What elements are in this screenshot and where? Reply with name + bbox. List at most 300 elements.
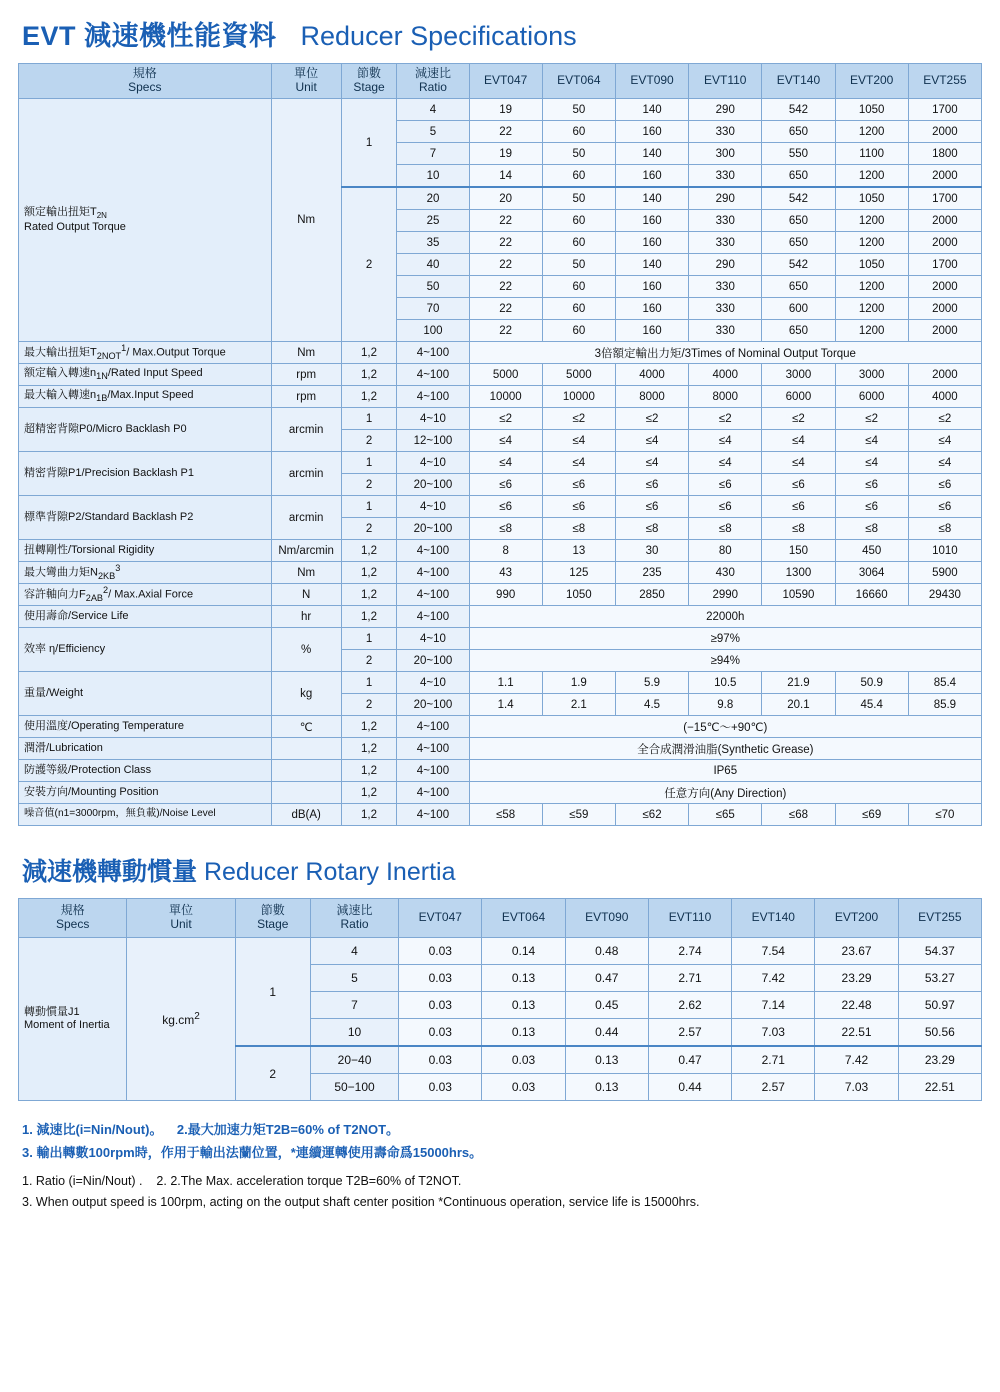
cell-value: 0.03 bbox=[482, 1046, 565, 1074]
cell-value: 990 bbox=[469, 584, 542, 606]
cell-value: 6000 bbox=[762, 386, 835, 408]
cell-value: 0.03 bbox=[399, 1074, 482, 1101]
inertia-header-row bbox=[19, 899, 982, 938]
cell-value: 150 bbox=[762, 540, 835, 562]
cell-value: 2000 bbox=[908, 165, 981, 188]
cell-value: 0.13 bbox=[482, 992, 565, 1019]
row-ratio: 20~100 bbox=[397, 474, 469, 496]
cell-value: 0.48 bbox=[565, 938, 648, 965]
cell-value: 2000 bbox=[908, 210, 981, 232]
row-unit: Nm bbox=[271, 99, 341, 342]
cell-value: ≤4 bbox=[615, 452, 688, 474]
cell-value: ≤4 bbox=[469, 452, 542, 474]
footnote-en-1: 1. Ratio (i=Nin/Nout) . 2. 2.The Max. acceleration torque T2B=60% of T2NOT. bbox=[22, 1173, 462, 1188]
cell-value: 650 bbox=[762, 210, 835, 232]
row-unit: kg bbox=[271, 672, 341, 716]
row-stage: 1,2 bbox=[341, 562, 397, 584]
th-stage: 節數 Stage bbox=[341, 64, 397, 99]
cell-value: 330 bbox=[689, 232, 762, 254]
row-ratio: 5 bbox=[310, 965, 398, 992]
cell-value: 0.13 bbox=[482, 1019, 565, 1047]
cell-value: 4000 bbox=[615, 364, 688, 386]
row-label: 超精密背隙P0/Micro Backlash P0 bbox=[19, 408, 272, 452]
table-row-backlash bbox=[19, 408, 982, 430]
row-stage: 1,2 bbox=[341, 804, 397, 826]
row-label: 效率 η/Efficiency bbox=[19, 628, 272, 672]
row-stage: 1,2 bbox=[341, 782, 397, 804]
cell-value: 330 bbox=[689, 210, 762, 232]
spec-header-row bbox=[19, 64, 982, 99]
cell-value: 1.4 bbox=[469, 694, 542, 716]
cell-value: 3064 bbox=[835, 562, 908, 584]
cell-value: 330 bbox=[689, 121, 762, 143]
th2-evt090: EVT090 bbox=[565, 899, 648, 938]
cell-value: 0.44 bbox=[648, 1074, 731, 1101]
cell-value: 22.48 bbox=[815, 992, 898, 1019]
cell-value: ≤4 bbox=[908, 430, 981, 452]
cell-value: ≤4 bbox=[835, 452, 908, 474]
th-evt255: EVT255 bbox=[908, 64, 981, 99]
cell-value: 2000 bbox=[908, 121, 981, 143]
cell-value: ≤8 bbox=[908, 518, 981, 540]
page-title bbox=[22, 14, 982, 53]
cell-value: ≤8 bbox=[469, 518, 542, 540]
row-ratio: 4~100 bbox=[397, 804, 469, 826]
cell-value: ≤6 bbox=[469, 474, 542, 496]
cell-value: 160 bbox=[615, 165, 688, 188]
cell-value: ≤8 bbox=[762, 518, 835, 540]
cell-value: 2.74 bbox=[648, 938, 731, 965]
th2-specs: 規格 Specs bbox=[19, 899, 127, 938]
cell-value: 0.03 bbox=[399, 1046, 482, 1074]
row-stage: 1,2 bbox=[341, 540, 397, 562]
specifications-table bbox=[18, 63, 982, 826]
cell-value: 7.42 bbox=[732, 965, 815, 992]
cell-value: 3000 bbox=[835, 364, 908, 386]
row-stage: 1 bbox=[341, 672, 397, 694]
cell-value: ≤2 bbox=[469, 408, 542, 430]
footnote-cn-2: 3. 輸出轉數100rpm時，作用于輸出法蘭位置，*連續運轉使用壽命爲15000hrs。 bbox=[22, 1144, 483, 1160]
cell-value: 22 bbox=[469, 232, 542, 254]
row-unit bbox=[271, 760, 341, 782]
cell-value: 7.03 bbox=[815, 1074, 898, 1101]
row-ratio: 70 bbox=[397, 298, 469, 320]
cell-value: 0.03 bbox=[482, 1074, 565, 1101]
table-row bbox=[19, 386, 982, 408]
row-label: 重量/Weight bbox=[19, 672, 272, 716]
cell-value: 1200 bbox=[835, 232, 908, 254]
row-ratio: 4~100 bbox=[397, 782, 469, 804]
cell-value: ≤8 bbox=[689, 518, 762, 540]
row-ratio: 100 bbox=[397, 320, 469, 342]
cell-value: 1200 bbox=[835, 210, 908, 232]
row-label: 额定輸入轉速$n_{1N}$/Rated Input Speed bbox=[19, 364, 272, 386]
cell-value: 1.1 bbox=[469, 672, 542, 694]
th2-evt255: EVT255 bbox=[898, 899, 981, 938]
cell-value: ≤69 bbox=[835, 804, 908, 826]
row-stage: 2 bbox=[341, 430, 397, 452]
table-row bbox=[19, 584, 982, 606]
row-label: 容許軸向力$F_{2AB}^2/$ Max.Axial Force bbox=[19, 584, 272, 606]
cell-value: ≤58 bbox=[469, 804, 542, 826]
cell-value: 330 bbox=[689, 298, 762, 320]
table-row bbox=[19, 716, 982, 738]
cell-value: 1200 bbox=[835, 121, 908, 143]
table-row bbox=[19, 364, 982, 386]
row-unit: rpm bbox=[271, 364, 341, 386]
cell-value: 290 bbox=[689, 187, 762, 210]
cell-value: 1300 bbox=[762, 562, 835, 584]
row-label: 使用溫度/Operating Temperature bbox=[19, 716, 272, 738]
cell-value: ≤70 bbox=[908, 804, 981, 826]
cell-value: ≤62 bbox=[615, 804, 688, 826]
cell-value: ≤6 bbox=[469, 496, 542, 518]
table-row-efficiency bbox=[19, 628, 982, 650]
row-ratio: 35 bbox=[397, 232, 469, 254]
cell-value: 1200 bbox=[835, 320, 908, 342]
table-row bbox=[19, 760, 982, 782]
row-ratio: 4~100 bbox=[397, 716, 469, 738]
row-stage: 1,2 bbox=[341, 760, 397, 782]
cell-value: 2000 bbox=[908, 320, 981, 342]
row-stage: 1 bbox=[341, 408, 397, 430]
cell-value: 9.8 bbox=[689, 694, 762, 716]
row-label: 噪音值(n1=3000rpm，無負載)/Noise Level bbox=[19, 804, 272, 826]
spec-body bbox=[19, 99, 982, 826]
row-ratio: 4~10 bbox=[397, 452, 469, 474]
cell-merged-value: 全合成潤滑油脂(Synthetic Grease) bbox=[469, 738, 981, 760]
cell-value: 6000 bbox=[835, 386, 908, 408]
cell-value: 10590 bbox=[762, 584, 835, 606]
cell-value: 1050 bbox=[542, 584, 615, 606]
cell-value: 14 bbox=[469, 165, 542, 188]
cell-value: 7.03 bbox=[732, 1019, 815, 1047]
cell-value: 0.44 bbox=[565, 1019, 648, 1047]
cell-value: 1050 bbox=[835, 187, 908, 210]
cell-value: 54.37 bbox=[898, 938, 981, 965]
row-unit: arcmin bbox=[271, 408, 341, 452]
row-stage: 2 bbox=[341, 474, 397, 496]
cell-value: 1200 bbox=[835, 276, 908, 298]
row-label-moment-of-inertia: 轉動慣量J1 Moment of Inertia bbox=[19, 938, 127, 1101]
cell-value: 0.47 bbox=[648, 1046, 731, 1074]
row-label: 安裝方向/Mounting Position bbox=[19, 782, 272, 804]
row-unit: % bbox=[271, 628, 341, 672]
row-ratio: 4~100 bbox=[397, 562, 469, 584]
th2-unit: 單位 Unit bbox=[127, 899, 235, 938]
row-ratio: 4 bbox=[310, 938, 398, 965]
row-unit bbox=[271, 738, 341, 760]
cell-value: 85.9 bbox=[908, 694, 981, 716]
th2-stage: 節數 Stage bbox=[235, 899, 310, 938]
cell-value: 1050 bbox=[835, 254, 908, 276]
cell-value: 2.57 bbox=[648, 1019, 731, 1047]
row-unit: arcmin bbox=[271, 452, 341, 496]
row-ratio: 7 bbox=[397, 143, 469, 165]
cell-merged-value: ≥97% bbox=[469, 628, 981, 650]
footnotes bbox=[22, 1119, 982, 1214]
cell-value: 50 bbox=[542, 187, 615, 210]
cell-value: 23.67 bbox=[815, 938, 898, 965]
cell-value: 2990 bbox=[689, 584, 762, 606]
cell-value: ≤2 bbox=[615, 408, 688, 430]
cell-value: 1200 bbox=[835, 165, 908, 188]
th-evt200: EVT200 bbox=[835, 64, 908, 99]
footnote-cn-1: 1. 減速比(i=Nin/Nout)。 2.最大加速力矩T2B=60% of T2NOT。 bbox=[22, 1122, 400, 1137]
row-stage: 1,2 bbox=[341, 364, 397, 386]
cell-value: 650 bbox=[762, 320, 835, 342]
cell-value: 50 bbox=[542, 99, 615, 121]
row-ratio: 4 bbox=[397, 99, 469, 121]
cell-value: ≤4 bbox=[469, 430, 542, 452]
cell-value: 4000 bbox=[689, 364, 762, 386]
cell-value: ≤2 bbox=[835, 408, 908, 430]
row-ratio: 4~10 bbox=[397, 672, 469, 694]
cell-value: 290 bbox=[689, 99, 762, 121]
row-label: 最大輸出扭矩$T_{2NOT}^1/$ Max.Output Torque bbox=[19, 342, 272, 364]
table-row bbox=[19, 540, 982, 562]
cell-value: ≤4 bbox=[762, 452, 835, 474]
row-unit: Nm/arcmin bbox=[271, 540, 341, 562]
cell-value: ≤65 bbox=[689, 804, 762, 826]
th2-evt200: EVT200 bbox=[815, 899, 898, 938]
row-label: 扭轉剛性/Torsional Rigidity bbox=[19, 540, 272, 562]
cell-value: ≤4 bbox=[908, 452, 981, 474]
row-label: 防護等級/Protection Class bbox=[19, 760, 272, 782]
cell-value: 0.13 bbox=[482, 965, 565, 992]
cell-value: 0.03 bbox=[399, 938, 482, 965]
table-row-backlash bbox=[19, 496, 982, 518]
th-unit: 單位 Unit bbox=[271, 64, 341, 99]
cell-value: 330 bbox=[689, 320, 762, 342]
cell-value: 80 bbox=[689, 540, 762, 562]
cell-value: 2850 bbox=[615, 584, 688, 606]
cell-value: 5.9 bbox=[615, 672, 688, 694]
cell-value: ≤6 bbox=[762, 496, 835, 518]
cell-value: ≤4 bbox=[689, 430, 762, 452]
cell-value: ≤59 bbox=[542, 804, 615, 826]
row-ratio: 20~100 bbox=[397, 518, 469, 540]
th2-ratio: 減速比 Ratio bbox=[310, 899, 398, 938]
row-ratio: 25 bbox=[397, 210, 469, 232]
cell-value: 29430 bbox=[908, 584, 981, 606]
cell-value: 20.1 bbox=[762, 694, 835, 716]
cell-value: 542 bbox=[762, 187, 835, 210]
row-unit: hr bbox=[271, 606, 341, 628]
cell-value: 5000 bbox=[542, 364, 615, 386]
cell-value: ≤6 bbox=[689, 496, 762, 518]
cell-value: 10000 bbox=[469, 386, 542, 408]
th2-evt140: EVT140 bbox=[732, 899, 815, 938]
cell-value: 22 bbox=[469, 298, 542, 320]
row-stage: 2 bbox=[341, 694, 397, 716]
row-stage: 2 bbox=[341, 187, 397, 342]
cell-value: ≤8 bbox=[835, 518, 908, 540]
cell-value: 140 bbox=[615, 187, 688, 210]
cell-value: 4.5 bbox=[615, 694, 688, 716]
cell-value: ≤4 bbox=[542, 452, 615, 474]
row-ratio: 50 bbox=[397, 276, 469, 298]
cell-value: 22 bbox=[469, 210, 542, 232]
row-unit bbox=[271, 782, 341, 804]
table-row bbox=[19, 782, 982, 804]
cell-value: ≤68 bbox=[762, 804, 835, 826]
cell-merged-value: 22000h bbox=[469, 606, 981, 628]
cell-value: ≤6 bbox=[689, 474, 762, 496]
row-stage: 1 bbox=[341, 628, 397, 650]
row-stage: 1,2 bbox=[341, 738, 397, 760]
table-row bbox=[19, 606, 982, 628]
row-stage: 2 bbox=[341, 518, 397, 540]
cell-value: 430 bbox=[689, 562, 762, 584]
cell-value: 300 bbox=[689, 143, 762, 165]
row-unit: Nm bbox=[271, 562, 341, 584]
cell-value: 542 bbox=[762, 254, 835, 276]
row-stage: 1,2 bbox=[341, 386, 397, 408]
cell-value: 3000 bbox=[762, 364, 835, 386]
row-ratio: 20 bbox=[397, 187, 469, 210]
row-label: 標準背隙P2/Standard Backlash P2 bbox=[19, 496, 272, 540]
cell-value: 1700 bbox=[908, 99, 981, 121]
cell-value: 650 bbox=[762, 276, 835, 298]
cell-value: 19 bbox=[469, 99, 542, 121]
cell-value: 0.45 bbox=[565, 992, 648, 1019]
cell-value: ≤4 bbox=[542, 430, 615, 452]
th-evt110: EVT110 bbox=[689, 64, 762, 99]
cell-value: 160 bbox=[615, 298, 688, 320]
row-unit: $kg.cm^2$ bbox=[127, 938, 235, 1101]
cell-value: 22.51 bbox=[815, 1019, 898, 1047]
row-stage: 1,2 bbox=[341, 584, 397, 606]
cell-value: 5900 bbox=[908, 562, 981, 584]
cell-value: 140 bbox=[615, 254, 688, 276]
row-unit: rpm bbox=[271, 386, 341, 408]
row-stage: 1,2 bbox=[341, 606, 397, 628]
table-row-inertia bbox=[19, 938, 982, 965]
cell-value: 1.9 bbox=[542, 672, 615, 694]
cell-value: 22 bbox=[469, 320, 542, 342]
th-specs: 規格 Specs bbox=[19, 64, 272, 99]
cell-value: ≤2 bbox=[762, 408, 835, 430]
cell-value: 125 bbox=[542, 562, 615, 584]
cell-value: 22 bbox=[469, 254, 542, 276]
cell-value: 50.97 bbox=[898, 992, 981, 1019]
row-unit: Nm bbox=[271, 342, 341, 364]
cell-value: 1010 bbox=[908, 540, 981, 562]
cell-value: 50.9 bbox=[835, 672, 908, 694]
cell-value: 10000 bbox=[542, 386, 615, 408]
cell-value: 8 bbox=[469, 540, 542, 562]
cell-value: 450 bbox=[835, 540, 908, 562]
cell-value: 0.13 bbox=[565, 1046, 648, 1074]
th-evt047: EVT047 bbox=[469, 64, 542, 99]
cell-value: 2.71 bbox=[648, 965, 731, 992]
row-ratio: 40 bbox=[397, 254, 469, 276]
row-ratio: 4~100 bbox=[397, 584, 469, 606]
row-label: 精密背隙P1/Precision Backlash P1 bbox=[19, 452, 272, 496]
cell-value: 7.42 bbox=[815, 1046, 898, 1074]
cell-value: 50.56 bbox=[898, 1019, 981, 1047]
cell-value: 8000 bbox=[615, 386, 688, 408]
row-stage: 1 bbox=[341, 452, 397, 474]
cell-value: 1700 bbox=[908, 254, 981, 276]
cell-value: 5000 bbox=[469, 364, 542, 386]
cell-value: 43 bbox=[469, 562, 542, 584]
row-ratio: 50−100 bbox=[310, 1074, 398, 1101]
row-ratio: 4~100 bbox=[397, 364, 469, 386]
cell-merged-value: 3倍額定輸出力矩/3Times of Nominal Output Torque bbox=[469, 342, 981, 364]
row-unit: arcmin bbox=[271, 496, 341, 540]
table-row-weight bbox=[19, 672, 982, 694]
th-evt090: EVT090 bbox=[615, 64, 688, 99]
row-stage: 1 bbox=[235, 938, 310, 1047]
cell-value: 1200 bbox=[835, 298, 908, 320]
cell-value: 2000 bbox=[908, 298, 981, 320]
inertia-body bbox=[19, 938, 982, 1101]
cell-value: 2.62 bbox=[648, 992, 731, 1019]
cell-value: 550 bbox=[762, 143, 835, 165]
cell-value: 22.51 bbox=[898, 1074, 981, 1101]
cell-value: 21.9 bbox=[762, 672, 835, 694]
row-unit: ℃ bbox=[271, 716, 341, 738]
page-title-cn: EVT 減速機性能資料 bbox=[22, 21, 277, 51]
cell-value: ≤2 bbox=[542, 408, 615, 430]
row-ratio: 4~100 bbox=[397, 342, 469, 364]
cell-value: 650 bbox=[762, 232, 835, 254]
cell-value: 542 bbox=[762, 99, 835, 121]
row-label: 最大輸入轉速$n_{1B}/Max.Input$ Speed bbox=[19, 386, 272, 408]
cell-merged-value: 任意方向(Any Direction) bbox=[469, 782, 981, 804]
th2-evt047: EVT047 bbox=[399, 899, 482, 938]
cell-value: 30 bbox=[615, 540, 688, 562]
cell-value: 600 bbox=[762, 298, 835, 320]
row-ratio: 4~100 bbox=[397, 386, 469, 408]
cell-value: 160 bbox=[615, 121, 688, 143]
th2-evt110: EVT110 bbox=[648, 899, 731, 938]
cell-value: ≤6 bbox=[542, 496, 615, 518]
row-stage: 1 bbox=[341, 496, 397, 518]
row-ratio: 20~100 bbox=[397, 650, 469, 672]
row-label: 潤滑/Lubrication bbox=[19, 738, 272, 760]
cell-value: 50 bbox=[542, 254, 615, 276]
row-stage: 2 bbox=[235, 1046, 310, 1101]
cell-value: 0.03 bbox=[399, 992, 482, 1019]
th-evt064: EVT064 bbox=[542, 64, 615, 99]
cell-value: 20 bbox=[469, 187, 542, 210]
row-unit: dB(A) bbox=[271, 804, 341, 826]
cell-value: ≤4 bbox=[615, 430, 688, 452]
cell-value: 60 bbox=[542, 232, 615, 254]
cell-value: 60 bbox=[542, 165, 615, 188]
row-ratio: 4~100 bbox=[397, 606, 469, 628]
row-ratio: 4~100 bbox=[397, 760, 469, 782]
inertia-title-cn: 減速機轉動慣量 bbox=[22, 858, 198, 886]
cell-value: 330 bbox=[689, 165, 762, 188]
cell-value: 45.4 bbox=[835, 694, 908, 716]
row-ratio: 10 bbox=[310, 1019, 398, 1047]
cell-value: 0.03 bbox=[399, 1019, 482, 1047]
row-ratio: 5 bbox=[397, 121, 469, 143]
cell-merged-value: ≥94% bbox=[469, 650, 981, 672]
row-stage: 1,2 bbox=[341, 342, 397, 364]
cell-value: 330 bbox=[689, 276, 762, 298]
cell-value: 1700 bbox=[908, 187, 981, 210]
cell-value: 16660 bbox=[835, 584, 908, 606]
cell-value: 19 bbox=[469, 143, 542, 165]
cell-value: 650 bbox=[762, 121, 835, 143]
cell-value: 0.47 bbox=[565, 965, 648, 992]
cell-value: 60 bbox=[542, 121, 615, 143]
